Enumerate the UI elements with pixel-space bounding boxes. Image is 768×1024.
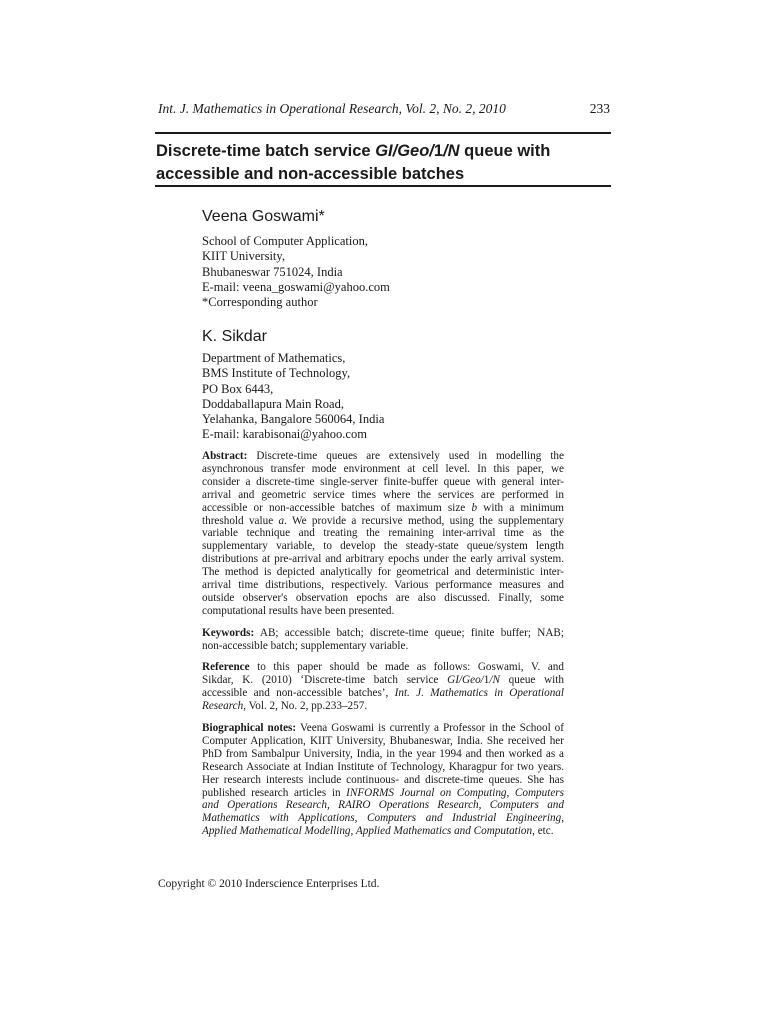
title-line-1: Discrete-time batch service GI/Geo/1/N queue with xyxy=(156,142,551,160)
abstract-line: threshold value a. We provide a recursive method, using the supplementary xyxy=(202,514,564,527)
affiliation-line: Bhubaneswar 751024, India xyxy=(202,264,343,279)
keywords-line: non-accessible batch; supplementary variable. xyxy=(202,639,409,652)
biographical-notes xyxy=(202,722,564,838)
title-bottom-rule xyxy=(155,185,611,187)
bio-label: Biographical notes: xyxy=(202,722,297,734)
page-number: 233 xyxy=(589,101,610,116)
author-affiliation xyxy=(202,351,562,443)
affiliation-line: BMS Institute of Technology, xyxy=(202,366,351,381)
reference-line: Research, Vol. 2, No. 2, pp.233–257. xyxy=(202,699,368,712)
abstract-line: computational results have been presented. xyxy=(202,604,395,617)
keywords-line: Keywords: AB; accessible batch; discrete-time queue; finite buffer; NAB; xyxy=(202,627,564,639)
affiliation-line: Yelahanka, Bangalore 560064, India xyxy=(202,412,385,427)
affiliation-line: KIIT University, xyxy=(202,249,285,264)
abstract-label: Abstract: xyxy=(202,450,248,462)
abstract-line: supplementary variable, to develop the steady-state queue/system length xyxy=(202,540,564,553)
bio-line: Computer Application, KIIT University, Bhubaneswar, India. She received her xyxy=(202,734,564,747)
bio-line: Research Associate at Indian Institute of Technology, Kharagpur for two years. xyxy=(202,760,564,773)
bio-line: PhD from Sambalpur University, India, in the year 1994 and then worked as a xyxy=(202,747,564,760)
abstract-line: consider a discrete-time single-server finite-buffer queue with general inter- xyxy=(202,475,564,488)
author-email: E-mail: veena_goswami@yahoo.com xyxy=(202,279,390,294)
abstract-line: asynchronous transfer mode environment at cell level. In this paper, we xyxy=(202,462,564,475)
affiliation-line: School of Computer Application, xyxy=(202,234,368,248)
abstract-line: arrival time distributions, respectively. Various performance measures and xyxy=(202,579,564,592)
abstract-line: outside observer's observation epochs are also discussed. Finally, some xyxy=(202,591,564,604)
paper-title xyxy=(156,140,608,186)
running-head: Int. J. Mathematics in Operational Research, Vol. 2, No. 2, 2010 xyxy=(158,101,506,116)
affiliation-line: PO Box 6443, xyxy=(202,381,274,396)
author-affiliation xyxy=(202,234,562,310)
abstract-line: The method is depicted analytically for geometrical and deterministic inter- xyxy=(202,566,564,579)
bio-line: Mathematics with Applications, Computers and Industrial Engineering, xyxy=(202,812,564,825)
affiliation-line: Doddaballapura Main Road, xyxy=(202,396,344,411)
bio-line: published research articles in INFORMS Journal on Computing, Computers xyxy=(202,786,564,799)
abstract xyxy=(202,450,564,618)
bio-line: Her research interests include continuous- and discrete-time queues. She has xyxy=(202,773,564,786)
reference-line: accessible and non-accessible batches’, Int. J. Mathematics in Operational xyxy=(202,686,564,699)
corresponding-author-note: *Corresponding author xyxy=(202,295,318,310)
reference-line: Reference to this paper should be made as follows: Goswami, V. and xyxy=(202,661,564,673)
author-name: K. Sikdar xyxy=(202,328,267,345)
reference xyxy=(202,661,564,713)
keywords xyxy=(202,627,564,653)
bio-line: Biographical notes: Veena Goswami is currently a Professor in the School of xyxy=(202,722,564,734)
abstract-line: arrival and geometric service times where the services are performed in xyxy=(202,488,564,501)
reference-line: Sikdar, K. (2010) ‘Discrete-time batch service GI/Geo/1/N queue with xyxy=(202,673,564,686)
bio-line: and Operations Research, RAIRO Operations Research, Computers and xyxy=(202,799,564,812)
title-top-rule xyxy=(155,132,611,134)
keywords-label: Keywords: xyxy=(202,627,255,639)
abstract-line: accessible or non-accessible batches of maximum size b with a minimum xyxy=(202,501,564,514)
affiliation-line: Department of Mathematics, xyxy=(202,351,346,365)
title-line-2: accessible and non-accessible batches xyxy=(156,165,465,183)
abstract-line: Abstract: Discrete-time queues are extensively used in modelling the xyxy=(202,450,564,462)
reference-label: Reference xyxy=(202,661,250,673)
abstract-line: distributions at pre-arrival and arbitrary epochs under the early arrival system. xyxy=(202,553,564,566)
author-email: E-mail: karabisonai@yahoo.com xyxy=(202,427,367,442)
copyright-notice: Copyright © 2010 Inderscience Enterprises Ltd. xyxy=(158,878,380,890)
author-name: Veena Goswami* xyxy=(202,208,325,225)
bio-line: Applied Mathematical Modelling, Applied Mathematics and Computation, etc. xyxy=(202,825,554,838)
abstract-line: variable technique and treating the remaining inter-arrival time as the xyxy=(202,527,564,540)
